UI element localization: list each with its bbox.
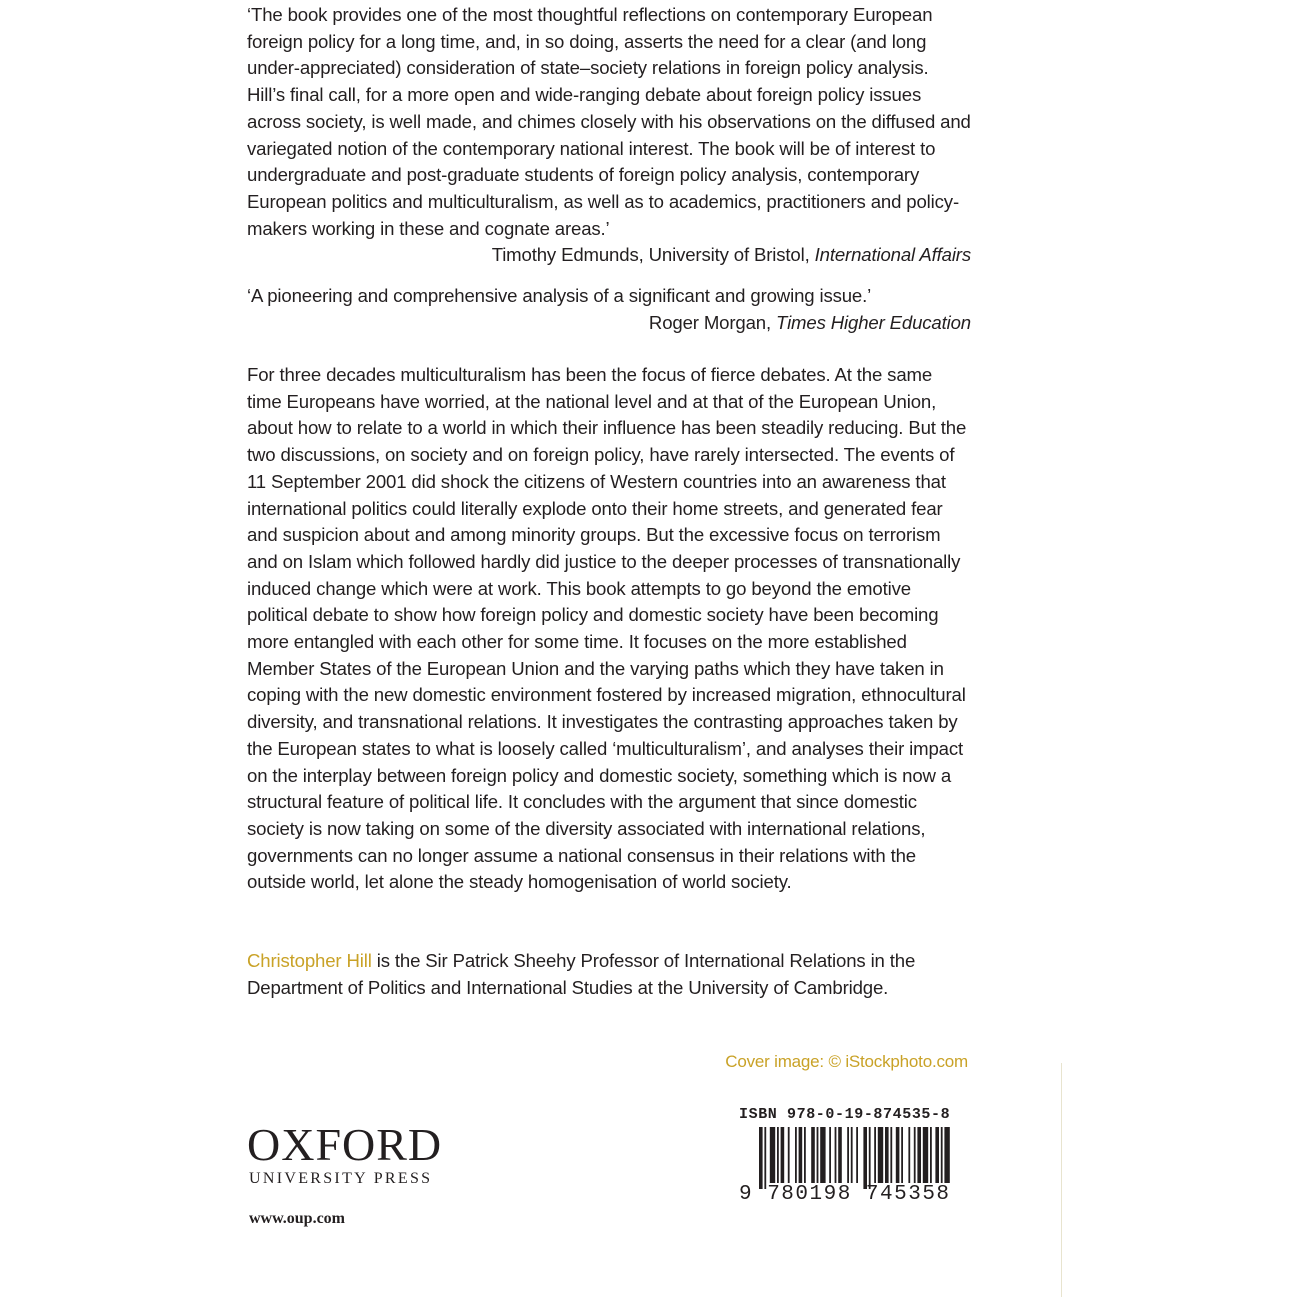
publisher-name: OXFORD [247,1119,443,1170]
review-quote-2 [247,283,971,336]
review-quote-2-source: Times Higher Education [776,311,971,333]
review-quote-1 [247,2,971,269]
publisher-website: www.oup.com [249,1210,346,1227]
review-quote-1-source: International Affairs [814,244,971,266]
publisher-subname: UNIVERSITY PRESS [249,1170,433,1187]
barcode-digits: 9 780198 745358 [739,1183,951,1206]
cover-image-credit: Cover image: © iStockphoto.com [725,1052,968,1071]
review-quote-2-author: Roger Morgan, [648,311,771,333]
book-description: For three decades multiculturalism has been the focus of fierce debates. At the same time Europeans have worried, at the national level and at that of the European Union, about how to relate to a world in which their influence has been steadily reducing. But the two discussions, on society and on foreign policy, have rarely intersected. The events of 11 September 2001 did shock the citizens of Western countries into an awareness that international politics could literally explode onto their home streets, and generated fear and suspicion about and among minority groups. But the excessive focus on terrorism and on Islam which followed hardly did justice to the deeper processes of transnationally induced change which were at work. This book attempts to go beyond the emotive political debate to show how foreign policy and domestic society have been becoming more entangled with each other for some time. It focuses on the more established Member States of the European Union and the varying paths which they have taken in coping with the new domestic environment fostered by increased migration, ethnocultural diversity, and transnational relations. It investigates the contrasting approaches taken by the European states to what is loosely called ‘multiculturalism’, and analyses their impact on the interplay between foreign policy and domestic society, something which is now a structural feature of political life. It concludes with the argument that since domestic society is now taking on some of the diversity associated with international relations, governments can no longer assume a national consensus in their relations with the outside world, let alone the steady homogenisation of world society. [247,364,967,893]
author-bio [247,948,971,1001]
author-name: Christopher Hill [247,950,372,971]
back-cover [247,0,971,1297]
review-quote-2-attribution [247,310,971,337]
author-bio-text: is the Sir Patrick Sheehy Professor of International Relations in the Department of Politics and International Studies at the University of Cambridge. [247,950,916,998]
review-quote-1-author: Timothy Edmunds, University of Bristol, [491,244,810,266]
isbn-barcode-block [739,1106,969,1206]
spine-divider [1061,1063,1062,1297]
review-quote-1-text: ‘The book provides one of the most thoughtful reflections on contemporary European foreign policy for a long time, and, in so doing, asserts the need for a clear (and long under-appreciated) consideration of state–society relations in foreign policy analysis. Hill’s final call, for a more open and wide-ranging debate about foreign policy issues across society, is well made, and chimes closely with his observations on the diffused and variegated notion of the contemporary national interest. The book will be of interest to undergraduate and post-graduate students of foreign policy analysis, contemporary European politics and multiculturalism, as well as to academics, practitioners and policy-makers working in these and cognate areas.’ [247,4,971,239]
barcode-icon [739,1127,969,1189]
review-quote-2-text: ‘A pioneering and comprehensive analysis of a significant and growing issue.’ [247,285,872,306]
review-quote-1-attribution [247,242,971,269]
publisher-logo [247,1119,443,1188]
isbn-label: ISBN 978-0-19-874535-8 [739,1106,951,1123]
